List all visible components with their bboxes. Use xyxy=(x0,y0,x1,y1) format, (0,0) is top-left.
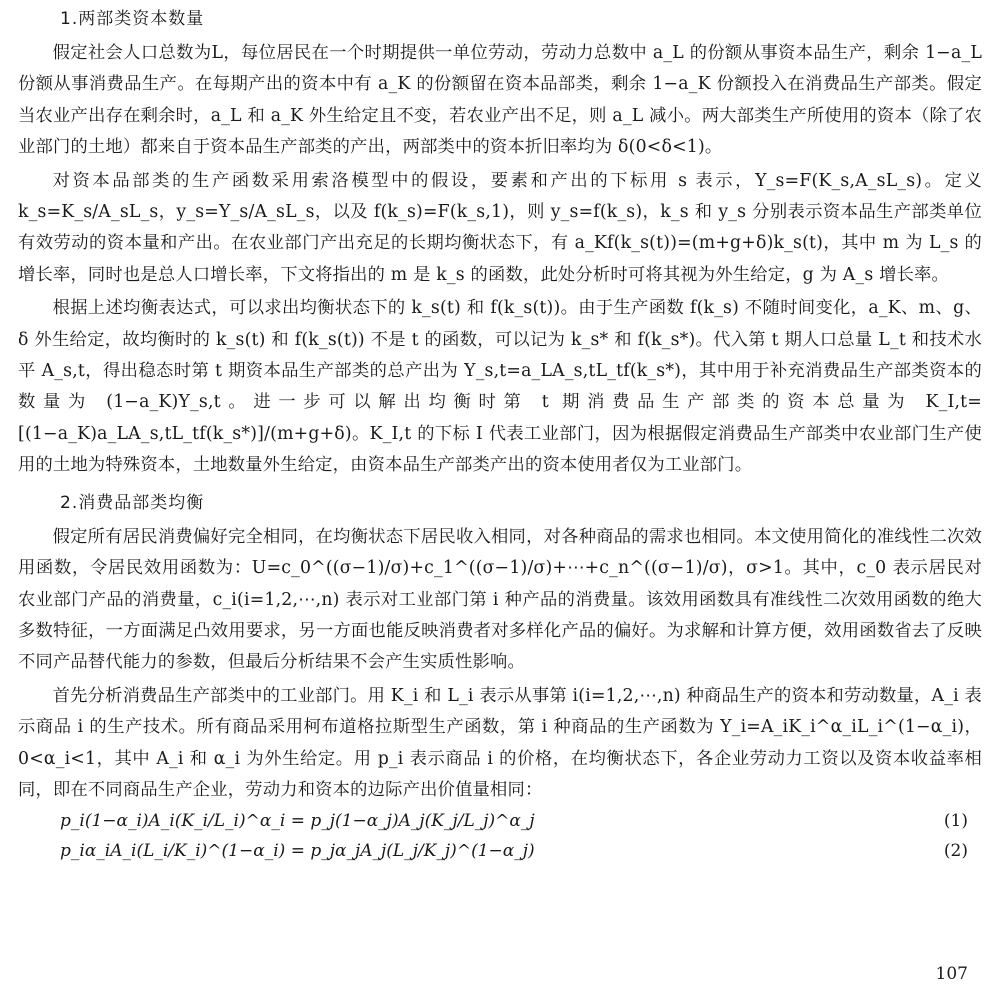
equation-2 xyxy=(18,836,982,866)
equation-2-number: (2) xyxy=(943,841,968,862)
equation-1-number: (1) xyxy=(943,811,968,832)
section-2-paragraph-2: 首先分析消费品生产部类中的工业部门。用 K_i 和 L_i 表示从事第 i(i=1,2,⋯,n) 种商品生产的资本和劳动数量，A_i 表示商品 i 的生产技术。所有商品采用柯布道格拉斯型生产函数，第 i 种商品的生产函数为 Y_i=A_iK_i^α_iL_i^(1−α_i)，0<α_i<1，其中 A_i 和 α_i 为外生给定。用 p_i 表示商品 i 的价格，在均衡状态下，各企业劳动力工资以及资本收益率相同，即在不同商品生产企业，劳动力和资本的边际产出价值量相同： xyxy=(18,685,982,800)
page-number: 107 xyxy=(935,964,968,984)
section-1-paragraph-2: 对资本品部类的生产函数采用索洛模型中的假设，要素和产出的下标用 s 表示，Y_s=F(K_s,A_sL_s)。定义 k_s=K_s/A_sL_s，y_s=Y_s/A_sL_s，以及 f(k_s)=F(k_s,1)，则 y_s=f(k_s)，k_s 和 y_s 分别表示资本品生产部类单位有效劳动的资本量和产出。在农业部门产出充足的长期均衡状态下，有 a_Kf(k_s(t))=(m+g+δ)k_s(t)，其中 m 为 L_s 的增长率，同时也是总人口增长率，下文将指出的 m 是 k_s 的函数，此处分析时可将其视为外生给定，g 为 A_s 增长率。 xyxy=(18,170,982,285)
section-1-paragraph-3: 根据上述均衡表达式，可以求出均衡状态下的 k_s(t) 和 f(k_s(t))。由于生产函数 f(k_s) 不随时间变化，a_K、m、g、δ 外生给定，故均衡时的 k_s(t) 和 f(k_s(t)) 不是 t 的函数，可以记为 k_s* 和 f(k_s*)。代入第 t 期人口总量 L_t 和技术水平 A_s,t，得出稳态时第 t 期资本品生产部类的总产出为 Y_s,t=a_LA_s,tL_tf(k_s*)，其中用于补充消费品生产部类资本的数量为 (1−a_K)Y_s,t。进一步可以解出均衡时第 t 期消费品生产部类的资本总量为 K_I,t=[(1−a_K)a_LA_s,tL_tf(k_s*)]/(m+g+δ)。K_I,t 的下标 I 代表工业部门，因为根据假定消费品生产部类中农业部门生产使用的土地为特殊资本，土地数量外生给定，由资本品生产部类产出的资本使用者仅为工业部门。 xyxy=(18,298,982,476)
equation-1-expression: p_i(1−α_i)A_i(K_i/L_i)^α_i = p_j(1−α_j)A_j(K_j/L_j)^α_j xyxy=(60,811,535,832)
equation-2-expression: p_iα_iA_i(L_i/K_i)^(1−α_i) = p_jα_jA_j(L_j/K_j)^(1−α_j) xyxy=(60,841,535,862)
equation-1 xyxy=(18,806,982,836)
section-1-paragraph-1: 假定社会人口总数为L，每位居民在一个时期提供一单位劳动，劳动力总数中 a_L 的份额从事资本品生产，剩余 1−a_L 份额从事消费品生产。在每期产出的资本中有 a_K 的份额留在资本品部类，剩余 1−a_K 份额投入在消费品生产部类。假定当农业产出存在剩余时，a_L 和 a_K 外生给定且不变，若农业产出不足，则 a_L 减小。两大部类生产所使用的资本（除了农业部门的土地）都来自于资本品生产部类的产出，两部类中的资本折旧率均为 δ(0<δ<1)。 xyxy=(18,43,982,158)
section-1-heading: 1.两部类资本数量 xyxy=(60,9,205,29)
section-2-heading: 2.消费品部类均衡 xyxy=(60,492,205,513)
section-2-paragraph-1: 假定所有居民消费偏好完全相同，在均衡状态下居民收入相同，对各种商品的需求也相同。本文使用简化的准线性二次效用函数，令居民效用函数为：U=c_0^((σ−1)/σ)+c_1^((σ−1)/σ)+⋯+c_n^((σ−1)/σ)，σ>1。其中，c_0 表示居民对农业部门产品的消费量，c_i(i=1,2,⋯,n) 表示对工业部门第 i 种产品的消费量。该效用函数具有准线性二次效用函数的绝大多数特征，一方面满足凸效用要求，另一方面也能反映消费者对多样化产品的偏好。为求解和计算方便，效用函数省去了反映不同产品替代能力的参数，但最后分析结果不会产生实质性影响。 xyxy=(18,526,982,673)
paper-page xyxy=(18,4,982,866)
